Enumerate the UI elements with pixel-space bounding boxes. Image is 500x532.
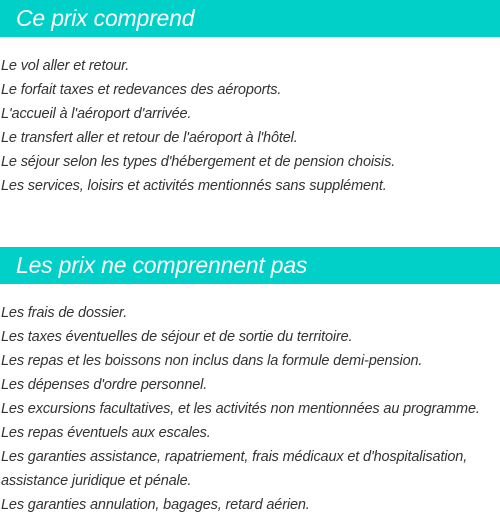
list-item: Les garanties assistance, rapatriement, frais médicaux et d'hospitalisation, assistance juridique et pénale. bbox=[1, 449, 468, 489]
price-includes-title: Ce prix comprend bbox=[16, 5, 195, 31]
list-item: Les repas éventuels aux escales. bbox=[1, 425, 211, 441]
list-item: Le vol aller et retour. bbox=[1, 58, 130, 74]
price-excludes-title: Les prix ne comprennent pas bbox=[16, 252, 308, 278]
list-item: Le séjour selon les types d'hébergement et de pension choisis. bbox=[1, 154, 396, 170]
price-excludes-header bbox=[0, 247, 500, 284]
price-includes-list bbox=[0, 54, 500, 198]
list-item: Les taxes éventuelles de séjour et de sortie du territoire. bbox=[1, 329, 353, 345]
list-item: Les repas et les boissons non inclus dans la formule demi-pension. bbox=[1, 353, 423, 369]
list-item: Les services, loisirs et activités mentionnés sans supplément. bbox=[1, 178, 387, 194]
list-item: Les garanties annulation, bagages, retard aérien. bbox=[1, 497, 310, 513]
price-excludes-section bbox=[0, 247, 500, 517]
list-item: Le transfert aller et retour de l'aéroport à l'hôtel. bbox=[1, 130, 298, 146]
price-excludes-list bbox=[0, 301, 500, 517]
list-item: L'accueil à l'aéroport d'arrivée. bbox=[1, 106, 192, 122]
list-item: Les dépenses d'ordre personnel. bbox=[1, 377, 208, 393]
list-item: Les excursions facultatives, et les activités non mentionnées au programme. bbox=[1, 401, 480, 417]
list-item: Les frais de dossier. bbox=[1, 305, 128, 321]
price-includes-section bbox=[0, 0, 500, 198]
list-item: Le forfait taxes et redevances des aéroports. bbox=[1, 82, 282, 98]
price-includes-header bbox=[0, 0, 500, 37]
